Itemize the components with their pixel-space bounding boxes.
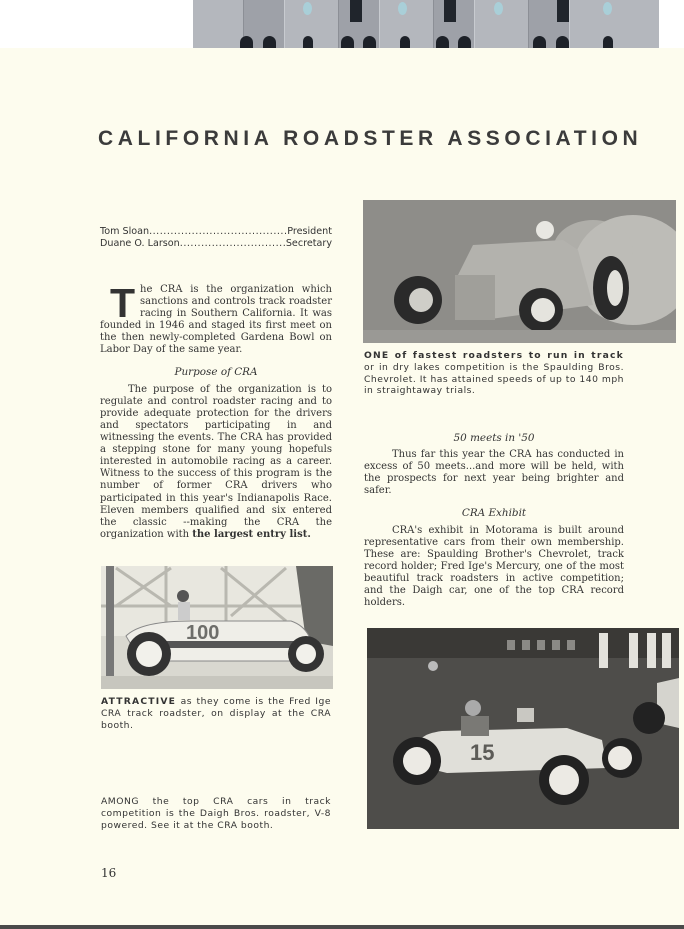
leader-dots — [180, 238, 286, 250]
caption-lead: ATTRACTIVE — [101, 696, 177, 707]
left-column-text — [100, 280, 332, 541]
photo-spaulding-roadster — [363, 200, 676, 343]
right-column-text — [364, 432, 624, 609]
page-number: 16 — [101, 866, 117, 880]
caption-text: as they come is the Fred Ige CRA track roadster, on display at the CRA booth. — [101, 696, 331, 731]
leader-dots — [149, 226, 287, 238]
binder-background — [193, 0, 659, 48]
section-heading-exhibit: CRA Exhibit — [461, 507, 527, 520]
officer-title: Secretary — [285, 238, 332, 249]
officer-row — [100, 238, 332, 250]
officers-list — [100, 226, 332, 250]
purpose-bold-end: the largest entry list. — [192, 528, 311, 540]
purpose-paragraph — [100, 384, 332, 541]
exhibit-paragraph: CRA's exhibit in Motorama is built around representative cars from their own membership. These are: Spaulding Brother's Chevrolet, track record holder; Fred Ige's Mercury, one of the most beautiful track roadsters in active competition; and the Daigh car, one of the top CRA record holders. — [364, 524, 624, 609]
car-number: 15 — [470, 740, 495, 765]
caption-lead: ONE of fastest roadsters to run in track — [364, 350, 624, 361]
caption-spaulding — [364, 350, 624, 397]
caption-lead: AMONG — [101, 796, 139, 807]
page-title: CALIFORNIA ROADSTER ASSOCIATION — [98, 127, 643, 150]
officer-name: Tom Sloan — [100, 226, 150, 237]
officer-row — [100, 226, 332, 238]
caption-text: the top CRA cars in track competition is the Daigh Bros. roadster, V-8 powered. See it at the CRA booth. — [101, 796, 331, 831]
drop-cap: T — [110, 280, 136, 326]
photo-daigh-roadster — [367, 628, 679, 829]
page-edge — [0, 925, 684, 929]
intro-text: he CRA is the organization which sanctions and controls track roadster racing in Southern California. It was founded in 1946 and staged its first meet on the then newly-completed Gardena Bowl on Labor Day of the same year. — [100, 284, 332, 356]
intro-paragraph — [100, 280, 332, 357]
officer-title: President — [287, 226, 332, 237]
caption-ige — [101, 696, 331, 731]
car-number: 100 — [186, 622, 220, 644]
meets-paragraph: Thus far this year the CRA has conducted in excess of 50 meets...and more will be held, with the prospects for next year being brighter and safer. — [364, 449, 624, 497]
purpose-text: The purpose of the organization is to regulate and control roadster racing and to provide adequate protection for the drivers and spectators participating in and witnessing the events. The CRA has provided a stepping stone for many young hopefuls interested in automobile racing as a career. Witness to the success of this program is the number of former CRA drivers who participated in this year's Indianapolis Race. Eleven members qualified and six entered the classic --making the CRA the organization with — [100, 383, 332, 540]
caption-text: or in dry lakes competition is the Spaulding Bros. Chevrolet. It has attained speeds of up to 140 mph in straightaway trials. — [364, 361, 624, 397]
section-heading-meets: 50 meets in '50 — [453, 432, 535, 444]
officer-name: Duane O. Larson — [100, 238, 180, 249]
photo-ige-roadster — [101, 566, 333, 689]
section-heading-purpose: Purpose of CRA — [174, 365, 258, 378]
caption-daigh — [101, 796, 331, 831]
